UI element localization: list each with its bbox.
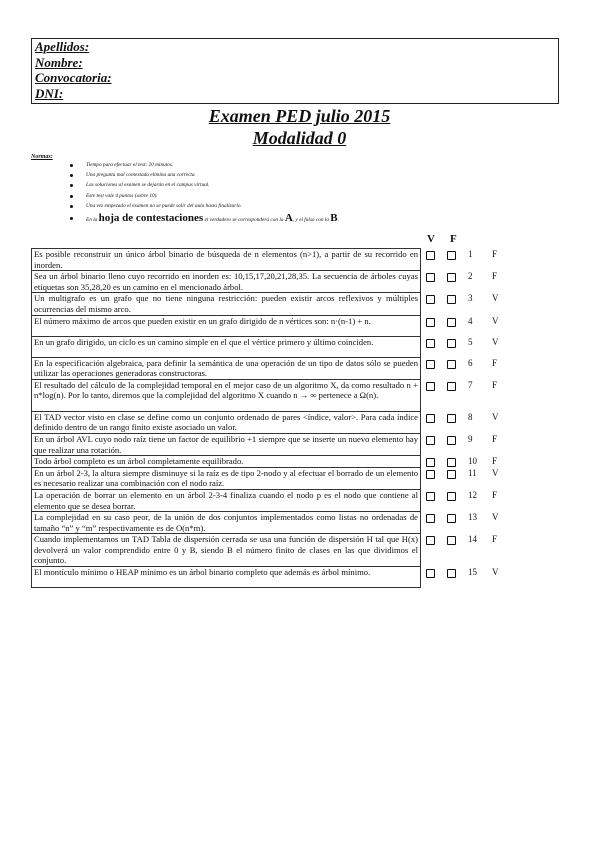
field-dni: DNI: [35, 85, 64, 101]
question-row [32, 512, 421, 534]
question-number: 6 [468, 357, 473, 368]
question-number: 8 [468, 411, 473, 422]
checkbox-true[interactable] [426, 360, 435, 369]
checkbox-true[interactable] [426, 339, 435, 348]
question-row [32, 456, 421, 468]
normas-item: Una pregunta mal contestada elimina una correcta. [70, 170, 339, 180]
answer-row [420, 511, 580, 533]
question-text: El número máximo de arcos que pueden existir en un grafo dirigido de n vértices son: n·(n-1) + n. [32, 315, 421, 336]
question-number: 7 [468, 379, 473, 390]
field-apellidos: Apellidos: [35, 39, 90, 54]
question-row [32, 336, 421, 357]
question-answer: V [492, 315, 499, 326]
question-row [32, 567, 421, 588]
question-answer: F [492, 249, 498, 259]
question-number: 11 [468, 467, 477, 478]
checkbox-false[interactable] [447, 436, 456, 445]
answer-row [420, 315, 580, 336]
question-answer: V [492, 411, 499, 422]
answer-row [420, 533, 580, 566]
question-text: Cuando implementamos un TAD Tabla de dispersión cerrada se usa una función de dispersión H tal que H(x) devolverá un valor comprendido entre 0 y B, siendo B el número finito de clases en las que dividimos el conjunto. [32, 534, 421, 567]
question-number: 1 [468, 249, 473, 259]
question-answer: F [492, 534, 498, 545]
question-row [32, 357, 421, 379]
question-answer: V [492, 293, 499, 304]
question-text: En la especificación algebraica, para definir la semántica de una operación de un tipo de datos sólo se pueden utilizar las operaciones generadoras constructoras. [32, 357, 421, 379]
question-row [32, 249, 421, 271]
column-header-v: V [427, 233, 435, 245]
question-answer: V [492, 512, 499, 523]
checkbox-false[interactable] [447, 251, 456, 260]
answer-row [420, 336, 580, 357]
normas-last-mid2: , y el falso con la [292, 217, 331, 224]
question-number: 12 [468, 489, 477, 500]
checkbox-true[interactable] [426, 295, 435, 304]
question-row [32, 534, 421, 567]
question-text: Todo árbol completo es un árbol completamente equilibrado. [32, 456, 421, 468]
question-text: Es posible reconstruir un único árbol binario de búsqueda de n elementos (n>1), a partir de su recorrido en inorden. [32, 249, 421, 271]
question-text: En un árbol AVL cuyo nodo raíz tiene un factor de equilibrio +1 siempre que se inserte un nuevo elemento hay que realizar una rotación. [32, 433, 421, 455]
field-convocatoria: Convocatoria: [35, 70, 112, 85]
answer-row [420, 379, 580, 411]
checkbox-false[interactable] [447, 514, 456, 523]
checkbox-false[interactable] [447, 360, 456, 369]
checkbox-false[interactable] [447, 536, 456, 545]
student-id-box [31, 38, 559, 104]
question-answer: F [492, 271, 498, 282]
question-answer: F [492, 456, 498, 467]
column-header-f: F [450, 233, 457, 245]
question-answer: V [492, 567, 499, 578]
question-number: 3 [468, 293, 473, 304]
question-text: El TAD vector visto en clase se define como un conjunto ordenado de pares <índice, valor>. Para cada índice definido dentro de un rango finito existe asociado un valor. [32, 411, 421, 433]
checkbox-false[interactable] [447, 339, 456, 348]
questions-table [31, 248, 421, 588]
normas-last-a: A [284, 212, 293, 225]
checkbox-false[interactable] [447, 492, 456, 501]
question-text: En un grafo dirigido, un ciclo es un camino simple en el que el vértice primero y último coinciden. [32, 336, 421, 357]
question-number: 14 [468, 534, 477, 545]
checkbox-false[interactable] [447, 470, 456, 479]
field-nombre: Nombre: [35, 54, 83, 70]
answer-row [420, 467, 580, 489]
normas-item: Las soluciones al examen se dejarán en el campus virtual. [70, 180, 339, 190]
question-text: Sea un árbol binario lleno cuyo recorrido en inorden es: 10,15,17,20,21,28,35. La secuencia de árboles cuyas etiquetas son 35,28,20 es un camino en el mencionado árbol. [32, 271, 421, 293]
checkbox-true[interactable] [426, 318, 435, 327]
normas-last-pre: En la [86, 217, 99, 224]
answer-row [420, 357, 580, 379]
question-number: 10 [468, 456, 477, 467]
question-row [32, 489, 421, 511]
question-text: En un árbol 2-3, la altura siempre disminuye si la raíz es de tipo 2-nodo y al efectuar el borrado de un elemento es necesario realizar una combinación con el nodo raíz. [32, 467, 421, 489]
checkbox-true[interactable] [426, 569, 435, 578]
normas-item: Una vez empezado el examen no se puede salir del aula hasta finalizarlo. [70, 201, 339, 211]
question-number: 5 [468, 336, 473, 347]
question-answer: F [492, 357, 498, 368]
question-answer: F [492, 433, 498, 444]
question-text: La operación de borrar un elemento en un árbol 2-3-4 finaliza cuando el nodo p es el nodo que contiene al elemento que se desea borrar. [32, 489, 421, 511]
checkbox-false[interactable] [447, 569, 456, 578]
answer-row [420, 292, 580, 314]
normas-list [70, 160, 339, 227]
answer-row [420, 411, 580, 433]
answer-row [420, 489, 580, 511]
checkbox-false[interactable] [447, 295, 456, 304]
normas-item-answer-sheet [70, 211, 339, 227]
question-row [32, 315, 421, 336]
checkbox-true[interactable] [426, 436, 435, 445]
normas-last-end: . [337, 217, 339, 224]
checkbox-false[interactable] [447, 273, 456, 282]
checkbox-false[interactable] [447, 382, 456, 391]
checkbox-false[interactable] [447, 318, 456, 327]
normas-last-emphasis: hoja de contestaciones [98, 212, 204, 225]
question-row [32, 293, 421, 315]
question-text: Un multigrafo es un grafo que no tiene ninguna restricción: pueden existir arcos reflexivos y múltiples ocurrencias del mismo arco. [32, 293, 421, 315]
answer-row [420, 455, 580, 467]
checkbox-true[interactable] [426, 536, 435, 545]
normas-last-b: B [330, 212, 338, 225]
answer-row [420, 270, 580, 292]
question-row [32, 271, 421, 293]
answer-row [420, 248, 580, 270]
question-answer: V [492, 467, 499, 478]
checkbox-true[interactable] [426, 251, 435, 260]
answer-row [420, 433, 580, 455]
question-answer: V [492, 336, 499, 347]
exam-modality: Modalidad 0 [252, 128, 347, 148]
question-number: 9 [468, 433, 473, 444]
exam-title: Examen PED julio 2015 [208, 106, 391, 126]
normas-label: Normas: [31, 154, 53, 160]
question-number: 13 [468, 512, 477, 523]
question-row [32, 379, 421, 411]
checkbox-true[interactable] [426, 470, 435, 479]
checkbox-true[interactable] [426, 414, 435, 423]
question-text: La complejidad en su caso peor, de la unión de dos conjuntos implementados como listas no ordenadas de tamaño “n” y “m” respectivamente es de O(n*m). [32, 512, 421, 534]
question-number: 15 [468, 567, 477, 578]
question-text: El resultado del cálculo de la complejidad temporal en el mejor caso de un algoritmo X, da como resultado n + n*log(n). Por lo tanto, diremos que la complejidad del algoritmo X cuando n → ∞ pertenece a Ω(n). [32, 379, 421, 411]
question-number: 2 [468, 271, 473, 282]
checkbox-false[interactable] [447, 414, 456, 423]
question-answer: F [492, 489, 498, 500]
normas-last-mid: el verdadero se corresponderá con la [203, 217, 285, 224]
checkbox-true[interactable] [426, 273, 435, 282]
question-row [32, 433, 421, 455]
checkbox-true[interactable] [426, 492, 435, 501]
question-row [32, 467, 421, 489]
question-text: El montículo mínimo o HEAP mínimo es un árbol binario completo que además es árbol mínimo. [32, 567, 421, 588]
question-number: 4 [468, 315, 473, 326]
checkbox-true[interactable] [426, 382, 435, 391]
normas-item: Este test vale 4 puntos (sobre 10). [70, 191, 339, 201]
checkbox-true[interactable] [426, 514, 435, 523]
normas-item: Tiempo para efectuar el test: 20 minutos. [70, 160, 339, 170]
question-row [32, 411, 421, 433]
question-answer: F [492, 379, 498, 390]
answer-row [420, 566, 580, 587]
